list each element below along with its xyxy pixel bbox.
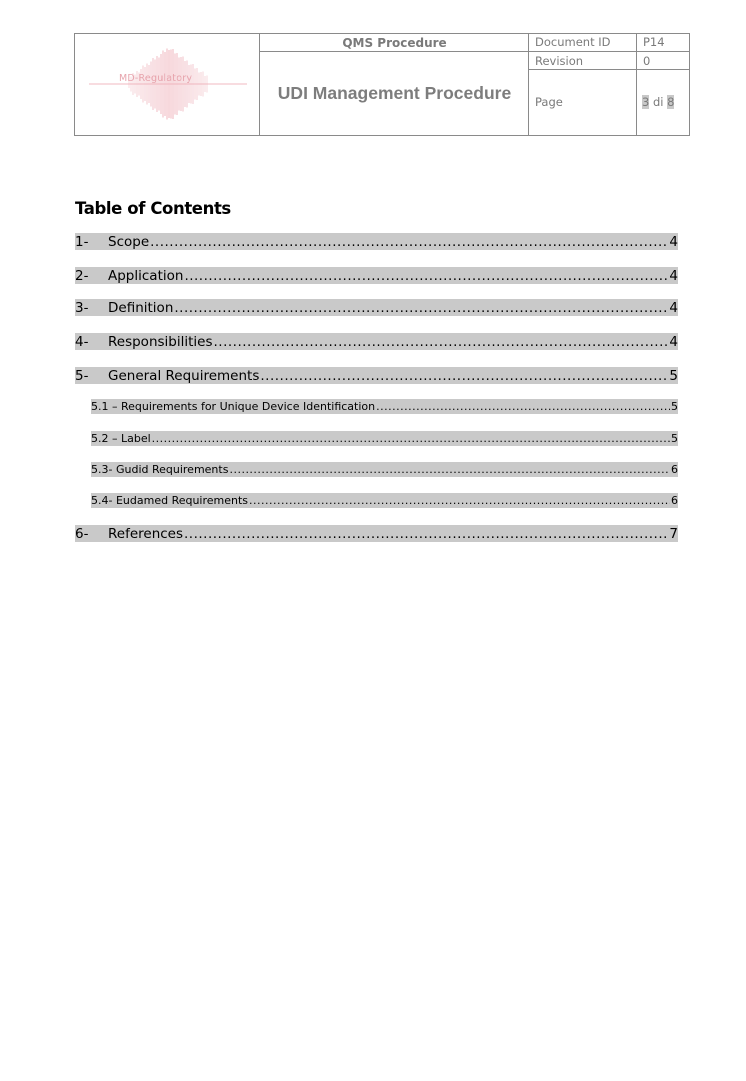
toc-entry-page: 6 bbox=[671, 494, 678, 507]
procedure-title: UDI Management Procedure bbox=[277, 83, 512, 103]
logo-cell bbox=[75, 34, 259, 134]
toc-entry-title: 5.3- Gudid Requirements bbox=[91, 463, 229, 476]
header-divider bbox=[528, 69, 689, 70]
toc-entry[interactable] bbox=[75, 525, 678, 542]
toc-entry-page: 4 bbox=[669, 267, 678, 284]
toc-entry-page: 4 bbox=[669, 299, 678, 316]
toc-subentry[interactable] bbox=[91, 462, 678, 477]
toc-entry-page: 7 bbox=[669, 525, 678, 542]
toc-entry-page: 5 bbox=[671, 432, 678, 445]
toc-entry-page: 5 bbox=[669, 367, 678, 384]
toc-entry[interactable] bbox=[75, 233, 678, 250]
document-id-value: P14 bbox=[643, 35, 665, 49]
toc-title: Table of Contents bbox=[75, 199, 231, 218]
toc-entry-page: 4 bbox=[669, 333, 678, 350]
toc-entry-title: References bbox=[108, 525, 184, 542]
toc-entry-title: Responsibilities bbox=[108, 333, 213, 350]
toc-leader bbox=[229, 463, 670, 476]
page-label: Page bbox=[535, 95, 563, 109]
toc-leader bbox=[214, 334, 669, 350]
toc-leader bbox=[184, 268, 668, 284]
toc-leader bbox=[376, 400, 670, 413]
revision-value: 0 bbox=[643, 54, 651, 68]
toc-subentry[interactable] bbox=[91, 493, 678, 508]
toc-entry-number: 3- bbox=[75, 299, 89, 316]
toc-entry-page: 5 bbox=[671, 400, 678, 413]
page-number bbox=[642, 95, 674, 109]
revision-label: Revision bbox=[535, 54, 584, 68]
toc-entry-title: 5.1 – Requirements for Unique Device Identification bbox=[91, 400, 376, 413]
toc-entry-number: 6- bbox=[75, 525, 89, 542]
toc-entry-title: Application bbox=[108, 267, 184, 284]
toc-entry-title: General Requirements bbox=[108, 367, 260, 384]
header-divider bbox=[636, 34, 637, 135]
toc-entry-number: 2- bbox=[75, 267, 89, 284]
page-total: 8 bbox=[667, 95, 675, 109]
toc-entry-page: 6 bbox=[671, 463, 678, 476]
toc-leader bbox=[150, 234, 668, 250]
toc-subentry[interactable] bbox=[91, 431, 678, 446]
toc-leader bbox=[174, 300, 668, 316]
page-current: 3 bbox=[642, 95, 650, 109]
page-of: di bbox=[652, 95, 664, 109]
toc-entry-title: 5.4- Eudamed Requirements bbox=[91, 494, 249, 507]
toc-entry-title: 5.2 – Label bbox=[91, 432, 151, 445]
toc-entry[interactable] bbox=[75, 267, 678, 284]
document-id-label: Document ID bbox=[535, 35, 611, 49]
toc-leader bbox=[260, 368, 668, 384]
toc-entry-number: 4- bbox=[75, 333, 89, 350]
toc-leader bbox=[152, 432, 670, 445]
toc-entry-page: 4 bbox=[669, 233, 678, 250]
section-label: QMS Procedure bbox=[342, 36, 447, 50]
toc-entry[interactable] bbox=[75, 333, 678, 350]
toc-entry[interactable] bbox=[75, 367, 678, 384]
toc-entry[interactable] bbox=[75, 299, 678, 316]
toc-leader bbox=[249, 494, 670, 507]
toc-entry-number: 5- bbox=[75, 367, 89, 384]
toc-subentry[interactable] bbox=[91, 399, 678, 414]
toc-entry-title: Definition bbox=[108, 299, 174, 316]
toc-entry-title: Scope bbox=[108, 233, 150, 250]
company-logo-icon bbox=[89, 48, 247, 120]
toc-leader bbox=[184, 526, 668, 542]
toc-entry-number: 1- bbox=[75, 233, 89, 250]
document-header-table bbox=[74, 33, 690, 136]
logo-text: MD-Regulatory bbox=[119, 73, 193, 84]
